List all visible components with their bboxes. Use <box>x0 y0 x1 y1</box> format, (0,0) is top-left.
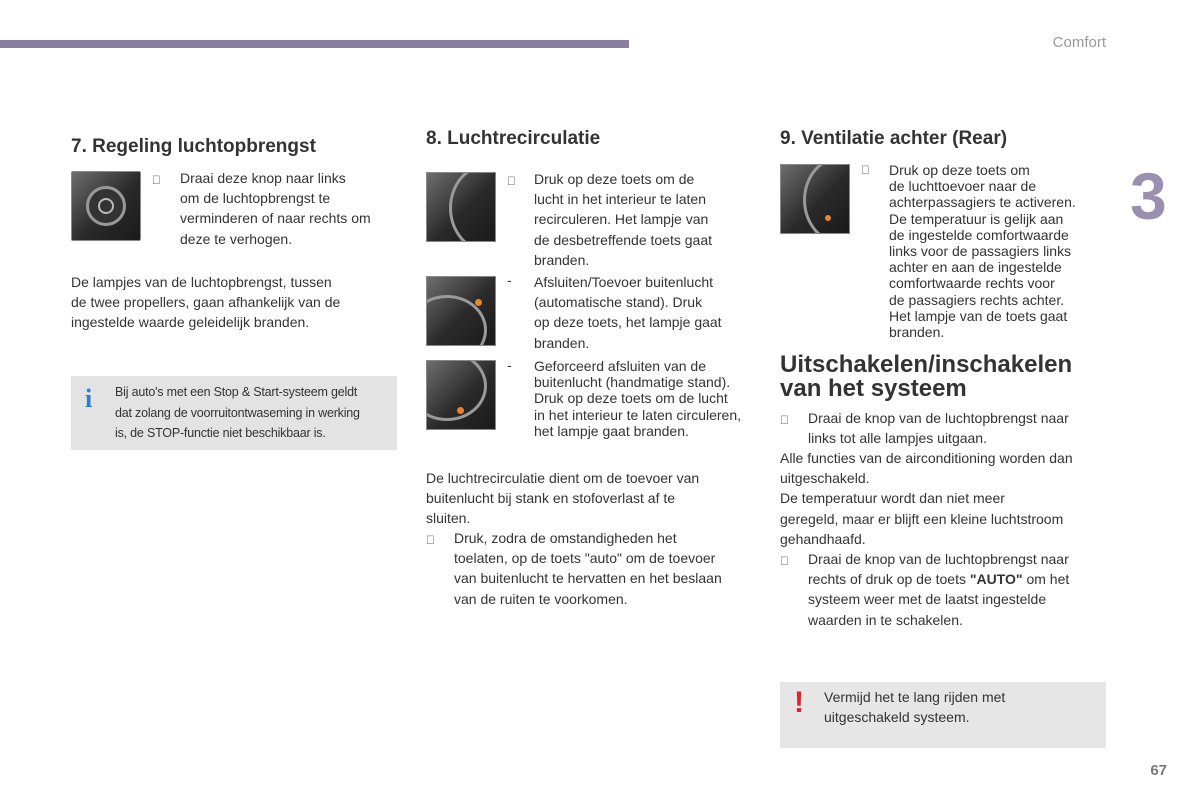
warning-icon: ! <box>794 686 804 719</box>
bullet-icon <box>507 174 516 188</box>
auto-button-image <box>426 276 496 346</box>
bullet-icon <box>426 533 435 547</box>
page-number: 67 <box>1150 762 1167 779</box>
system-on-instruction: Draai de knop van de luchtopbrengst naar rechts of druk op de toets "AUTO" om het systeem weer met de laatst ingestelde waarden in te schakelen. <box>808 551 1070 628</box>
airflow-lamps-text: De lampjes van de luchtopbrengst, tussen de twee propellers, gaan afhankelijk van de ingestelde waarde geleidelijk branden. <box>71 274 341 331</box>
heading-7: 7. Regeling luchtopbrengst <box>71 136 316 157</box>
heading-9: 9. Ventilatie achter (Rear) <box>780 128 1008 149</box>
airflow-instruction: Draai deze knop naar links om de luchtopbrengst te verminderen of naar rechts om deze te verhogen. <box>180 170 371 247</box>
bullet-icon <box>152 173 161 187</box>
section-title: Comfort <box>1052 34 1106 51</box>
system-off-instruction: Draai de knop van de luchtopbrengst naar links tot alle lampjes uitgaan. <box>808 410 1069 447</box>
dash-marker: - <box>507 272 512 288</box>
rear-ventilation-button-image <box>780 164 850 234</box>
chapter-number: 3 <box>1130 159 1167 233</box>
info-text: Bij auto's met een Stop & Start-systeem geldt dat zolang de voorruitontwaseming in werking is, de STOP-functie niet beschikbaar is. <box>115 385 360 440</box>
airflow-knob-image <box>71 171 141 241</box>
recirculation-paragraph: De luchtrecirculatie dient om de toevoer van buitenlucht bij stank en stofoverlast af te sluiten. <box>426 470 700 527</box>
warning-text: Vermijd het te lang rijden met uitgeschakeld systeem. <box>824 689 1006 726</box>
bullet-icon <box>780 554 789 568</box>
info-icon: i <box>85 384 93 413</box>
manual-button-image <box>426 360 496 430</box>
recirculation-button-image <box>426 172 496 242</box>
dash-marker: - <box>507 357 512 373</box>
recirculation-auto-text: Druk, zodra de omstandigheden het toelaten, op de toets "auto" om de toevoer van buitenlucht te hervatten en het beslaan van de ruiten te voorkomen. <box>454 530 722 607</box>
system-onoff-heading: Uitschakelen/inschakelen van het systeem <box>780 351 1073 402</box>
rear-ventilation-text: Druk op deze toets om de luchttoevoer naar de achterpassagiers te activeren. De temperatuur is gelijk aan de ingestelde comfortwaarde links voor de passagiers links achter en aan de ingestelde comfortwaarde rechts voor de passagiers rechts achter. Het lampje van de toets gaat branden. <box>889 162 1076 341</box>
info-box <box>71 376 397 450</box>
bullet-icon <box>861 163 870 177</box>
header-bar <box>0 40 629 48</box>
bullet-icon <box>780 413 789 427</box>
system-off-paragraph: Alle functies van de airconditioning worden dan uitgeschakeld. De temperatuur wordt dan niet meer geregeld, maar er blijft een kleine luchtstroom gehandhaafd. <box>780 450 1073 547</box>
heading-8: 8. Luchtrecirculatie <box>426 128 601 149</box>
manual-mode-text: Geforceerd afsluiten van de buitenlucht (handmatige stand). Druk op deze toets om de lucht in het interieur te laten circuleren, het lampje gaat branden. <box>534 358 741 439</box>
warning-box <box>780 682 1106 748</box>
auto-mode-text: Afsluiten/Toevoer buitenlucht (automatische stand). Druk op deze toets, het lampje gaat branden. <box>534 274 722 351</box>
recirculation-instruction: Druk op deze toets om de lucht in het interieur te laten recirculeren. Het lampje van de desbetreffende toets gaat branden. <box>534 171 712 268</box>
